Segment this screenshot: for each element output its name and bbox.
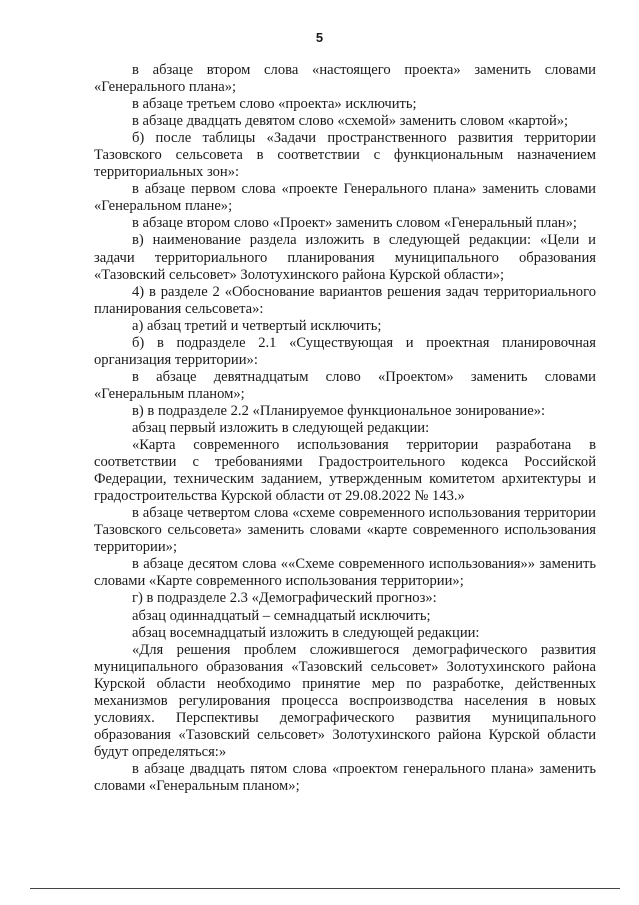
paragraph: «Для решения проблем сложившегося демографического развития муниципального образования «Тазовский сельсовет» Золотухинского района Курской области необходимо принятие мер по разработке, действенных механизмов регулирования процесса воспроизводства населения в новых условиях. Перспективы демографического развития муниципального образования «Тазовский сельсовет» Золотухинского района Курской области будут определяться:» — [94, 641, 596, 760]
paragraph: г) в подразделе 2.3 «Демографический прогноз»: — [132, 590, 437, 607]
paragraph: в абзаце двадцать пятом слова «проектом генерального плана» заменить словами «Генеральным планом»; — [94, 760, 596, 794]
paragraph: в абзаце двадцать девятом слово «схемой» заменить словом «картой»; — [132, 113, 569, 130]
document-body — [94, 62, 596, 795]
paragraph: в абзаце втором слово «Проект» заменить словом «Генеральный план»; — [132, 215, 577, 232]
paragraph: а) абзац третий и четвертый исключить; — [132, 317, 382, 334]
paragraph: в) в подразделе 2.2 «Планируемое функциональное зонирование»: — [132, 402, 546, 419]
paragraph: б) после таблицы «Задачи пространственного развития территории Тазовского сельсовета в соответствии с функциональным назначением территориальных зон»: — [94, 130, 596, 181]
paragraph: абзац одиннадцатый – семнадцатый исключить; — [132, 607, 431, 624]
paragraph: в абзаце третьем слово «проекта» исключить; — [132, 96, 417, 113]
paragraph: в) наименование раздела изложить в следующей редакции: «Цели и задачи территориального планирования муниципального образования «Тазовский сельсовет» Золотухинского района Курской области»; — [94, 232, 596, 283]
paragraph: в абзаце десятом слова ««Схеме современного использования»» заменить словами «Карте современного использования территории»; — [94, 556, 596, 590]
scan-edge-line — [30, 888, 620, 889]
paragraph: б) в подразделе 2.1 «Существующая и проектная планировочная организация территории»: — [94, 334, 596, 368]
paragraph: в абзаце девятнадцатым слово «Проектом» заменить словами «Генеральным планом»; — [94, 368, 596, 402]
paragraph: в абзаце четвертом слова «схеме современного использования территории Тазовского сельсовета» заменить словами «карте современного использования территории»; — [94, 505, 596, 556]
paragraph: в абзаце первом слова «проекте Генерального плана» заменить словами «Генеральном плане»; — [94, 181, 596, 215]
paragraph: абзац первый изложить в следующей редакции: — [132, 419, 430, 436]
paragraph: «Карта современного использования территории разработана в соответствии с требованиями Градостроительного кодекса Российской Федерации, техническим заданием, утвержденным комитетом архитектуры и градостроительства Курской области от 29.08.2022 № 143.» — [94, 437, 596, 505]
paragraph: 4) в разделе 2 «Обоснование вариантов решения задач территориального планирования сельсовета»: — [94, 283, 596, 317]
page-number: 5 — [315, 30, 324, 45]
paragraph: в абзаце втором слова «настоящего проекта» заменить словами «Генерального плана»; — [94, 62, 596, 96]
paragraph: абзац восемнадцатый изложить в следующей редакции: — [132, 624, 480, 641]
